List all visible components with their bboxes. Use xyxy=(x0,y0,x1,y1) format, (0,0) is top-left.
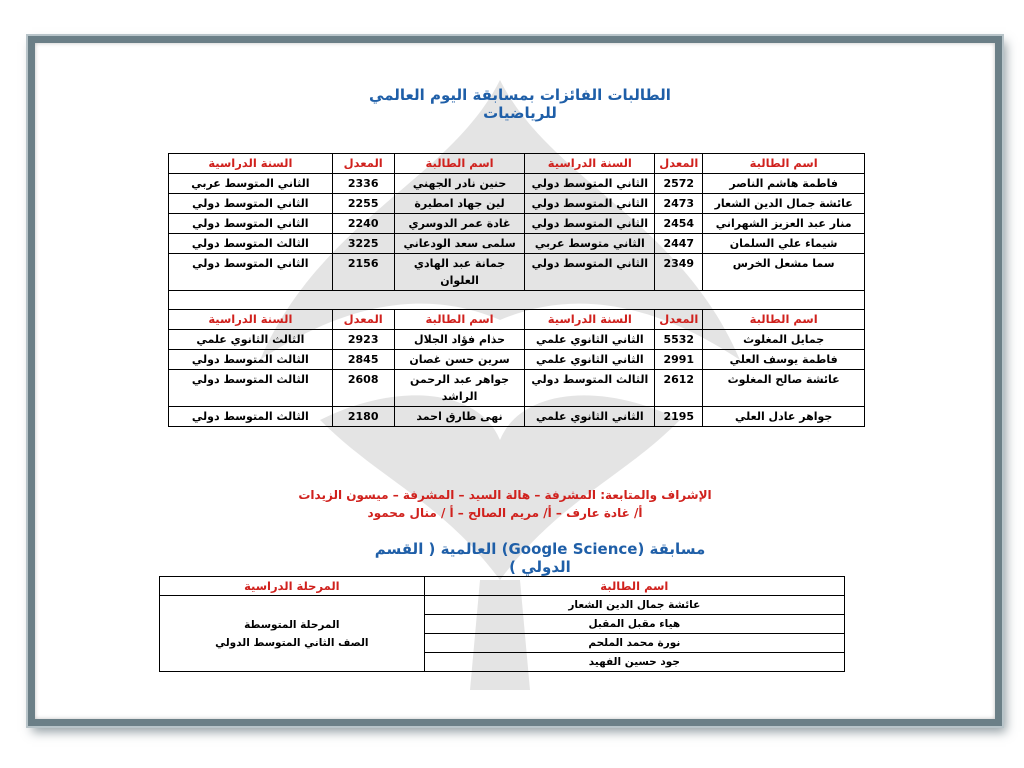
student-name-cell: منار عبد العزيز الشهراني xyxy=(703,214,865,234)
column-header: المعدل xyxy=(655,154,703,174)
table-row xyxy=(169,234,865,254)
grade-cell: الثالث الثانوي علمي xyxy=(169,330,333,350)
score-cell: 2923 xyxy=(332,330,394,350)
grade-cell: الثاني المتوسط دولي xyxy=(169,214,333,234)
column-header: اسم الطالبة xyxy=(703,310,865,330)
table-row xyxy=(169,214,865,234)
grade-cell: الثالث المتوسط دولي xyxy=(169,350,333,370)
winners-table xyxy=(168,153,865,427)
grade-cell: الثاني الثانوي علمي xyxy=(525,330,655,350)
table-header-row xyxy=(160,577,845,596)
score-cell: 2349 xyxy=(655,254,703,291)
column-header: اسم الطالبة xyxy=(424,577,844,596)
table-row xyxy=(169,174,865,194)
column-header: اسم الطالبة xyxy=(394,154,525,174)
student-name-cell: فاطمة هاشم الناصر xyxy=(703,174,865,194)
score-cell: 2845 xyxy=(332,350,394,370)
grade-cell: الثالث المتوسط دولي xyxy=(169,370,333,407)
supervision-text xyxy=(290,486,720,522)
grade-cell: الثاني المتوسط دولي xyxy=(169,194,333,214)
grade-cell: الثالث المتوسط دولي xyxy=(169,234,333,254)
supervision-line-2: أ/ غادة عارف – أ/ مريم الصالح – أ / منال محمود xyxy=(367,506,643,520)
grade-cell: الثاني الثانوي علمي xyxy=(525,407,655,427)
table-row xyxy=(160,596,845,615)
student-name-cell: هياء مقبل المقبل xyxy=(424,615,844,634)
score-cell: 2612 xyxy=(655,370,703,407)
student-name-cell: جواهر عبد الرحمن الراشد xyxy=(394,370,525,407)
competition-title: مسابقة (Google Science) العالمية ( القسم الدولي ) xyxy=(374,540,706,576)
column-header: المعدل xyxy=(332,310,394,330)
table-header-row xyxy=(169,154,865,174)
column-header: السنة الدراسية xyxy=(169,154,333,174)
grade-cell: الثالث المتوسط دولي xyxy=(169,407,333,427)
table-row xyxy=(169,350,865,370)
column-header: اسم الطالبة xyxy=(394,310,525,330)
column-header: السنة الدراسية xyxy=(169,310,333,330)
student-name-cell: حنين نادر الجهني xyxy=(394,174,525,194)
column-header: اسم الطالبة xyxy=(703,154,865,174)
stage-line-2: الصف الثاني المتوسط الدولي xyxy=(215,636,369,649)
page-title: الطالبات الفائزات بمسابقة اليوم العالمي للرياضيات xyxy=(369,86,671,122)
score-cell: 3225 xyxy=(332,234,394,254)
student-name-cell: جواهر عادل العلي xyxy=(703,407,865,427)
table-row xyxy=(169,330,865,350)
student-name-cell: شيماء علي السلمان xyxy=(703,234,865,254)
grade-cell: الثاني المتوسط دولي xyxy=(525,214,655,234)
student-name-cell: لين جهاد امطيرة xyxy=(394,194,525,214)
student-name-cell: غادة عمر الدوسري xyxy=(394,214,525,234)
grade-cell: الثاني الثانوي علمي xyxy=(525,350,655,370)
student-name-cell: جود حسين الفهيد xyxy=(424,653,844,672)
student-name-cell: سرين حسن غصان xyxy=(394,350,525,370)
table-header-row xyxy=(169,310,865,330)
student-name-cell: سما مشعل الخرس xyxy=(703,254,865,291)
student-name-cell: جمانة عبد الهادي العلوان xyxy=(394,254,525,291)
stage-line-1: المرحلة المتوسطة xyxy=(244,618,340,631)
student-name-cell: حذام فؤاد الجلال xyxy=(394,330,525,350)
score-cell: 2608 xyxy=(332,370,394,407)
student-name-cell: نورة محمد الملحم xyxy=(424,634,844,653)
grade-cell: الثاني المتوسط دولي xyxy=(525,174,655,194)
google-science-table xyxy=(159,576,845,672)
column-header: المرحلة الدراسية xyxy=(160,577,425,596)
supervision-line-1: الإشراف والمتابعة: المشرفة – هالة السيد – المشرفة – ميسون الزيدات xyxy=(298,488,712,502)
grade-cell: الثاني متوسط عربي xyxy=(525,234,655,254)
score-cell: 2454 xyxy=(655,214,703,234)
student-name-cell: نهى طارق احمد xyxy=(394,407,525,427)
student-name-cell: عائشة جمال الدين الشعار xyxy=(424,596,844,615)
score-cell: 2240 xyxy=(332,214,394,234)
score-cell: 2991 xyxy=(655,350,703,370)
column-header: المعدل xyxy=(332,154,394,174)
separator-row xyxy=(169,291,865,310)
stage-cell xyxy=(160,596,425,672)
column-header: المعدل xyxy=(655,310,703,330)
grade-cell: الثاني المتوسط عربي xyxy=(169,174,333,194)
score-cell: 2447 xyxy=(655,234,703,254)
score-cell: 5532 xyxy=(655,330,703,350)
score-cell: 2473 xyxy=(655,194,703,214)
score-cell: 2336 xyxy=(332,174,394,194)
student-name-cell: عائشة صالح المغلوث xyxy=(703,370,865,407)
grade-cell: الثالث المتوسط دولي xyxy=(525,370,655,407)
score-cell: 2255 xyxy=(332,194,394,214)
student-name-cell: جمايل المغلوث xyxy=(703,330,865,350)
separator-cell xyxy=(169,291,865,310)
student-name-cell: سلمى سعد الودعاني xyxy=(394,234,525,254)
score-cell: 2180 xyxy=(332,407,394,427)
table-row xyxy=(169,194,865,214)
column-header: السنة الدراسية xyxy=(525,310,655,330)
student-name-cell: عائشة جمال الدين الشعار xyxy=(703,194,865,214)
score-cell: 2195 xyxy=(655,407,703,427)
column-header: السنة الدراسية xyxy=(525,154,655,174)
score-cell: 2156 xyxy=(332,254,394,291)
student-name-cell: فاطمة يوسف العلي xyxy=(703,350,865,370)
table-row xyxy=(169,254,865,291)
grade-cell: الثاني المتوسط دولي xyxy=(525,254,655,291)
grade-cell: الثاني المتوسط دولي xyxy=(169,254,333,291)
table-row xyxy=(169,370,865,407)
score-cell: 2572 xyxy=(655,174,703,194)
grade-cell: الثاني المتوسط دولي xyxy=(525,194,655,214)
table-row xyxy=(169,407,865,427)
